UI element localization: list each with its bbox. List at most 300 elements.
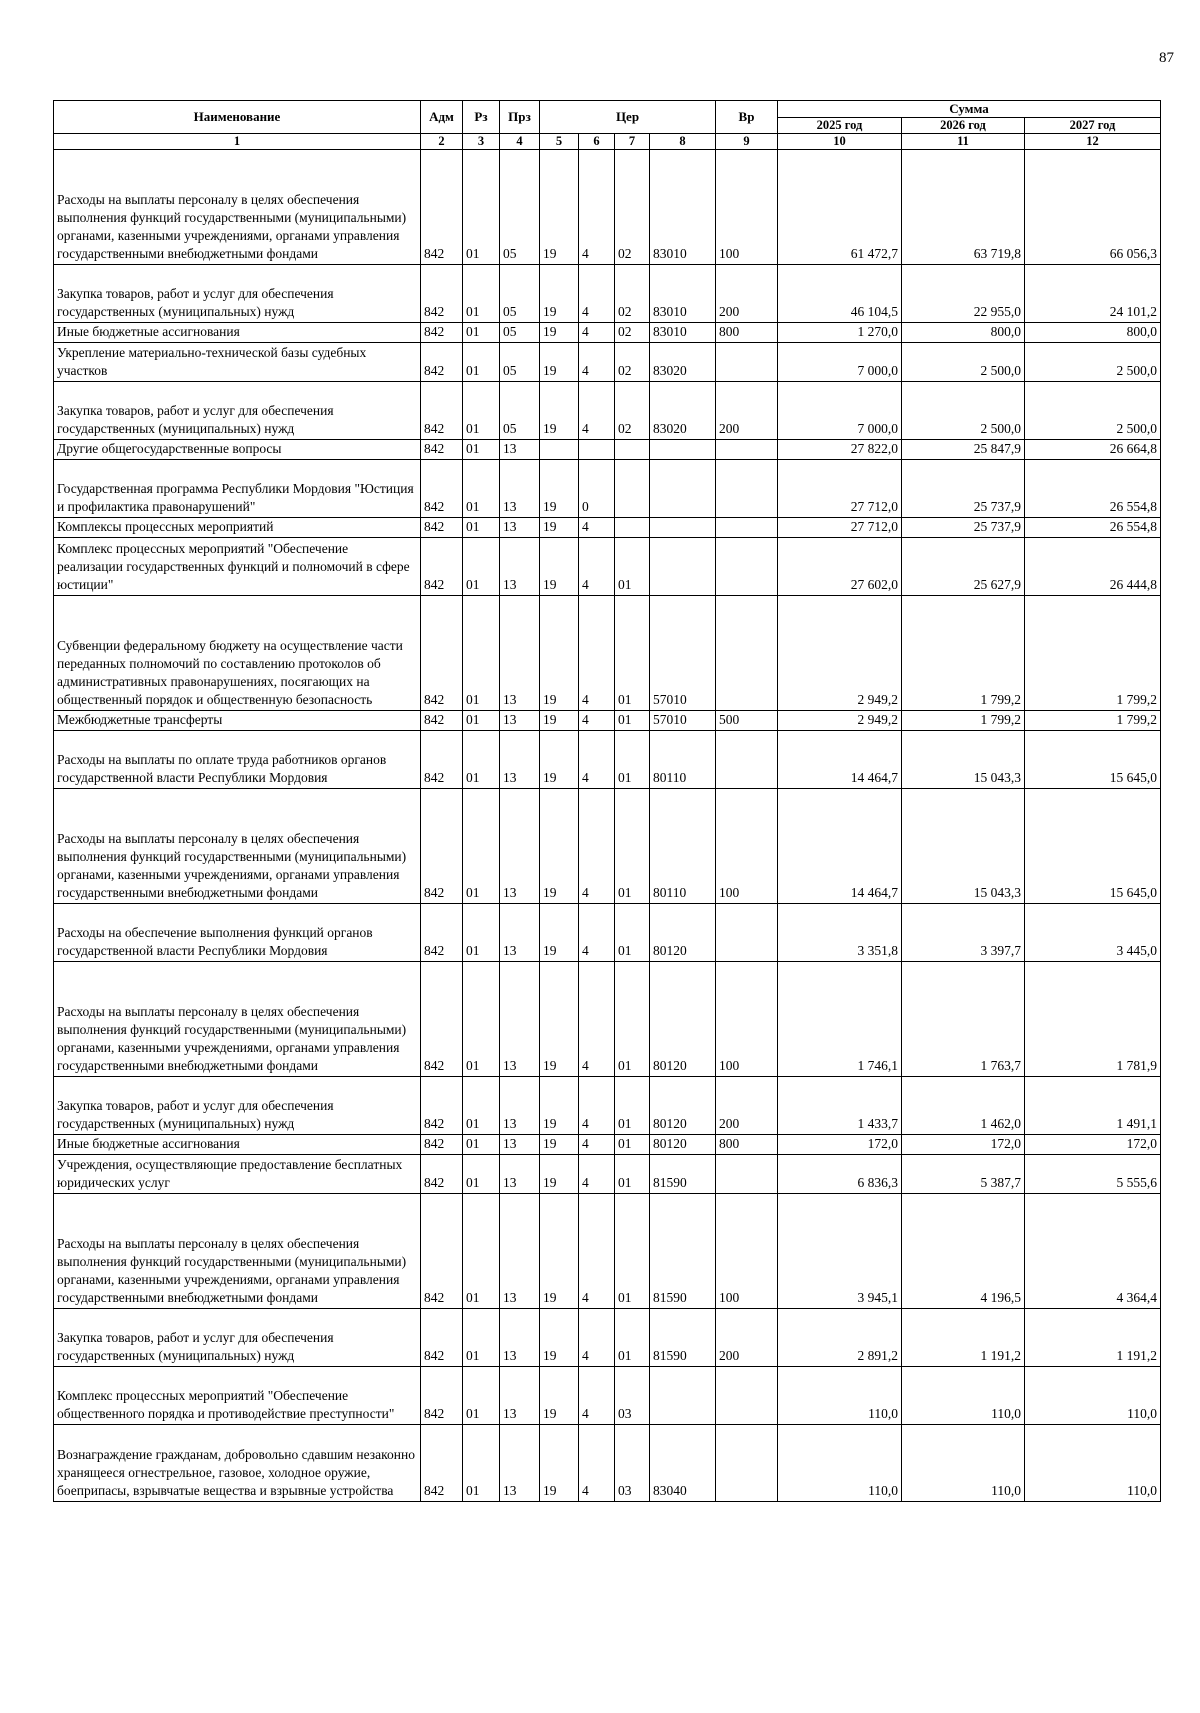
row-name: Комплекс процессных мероприятий "Обеспечение реализации государственных функций и полномочий в сфере юстиции" [54,537,421,595]
row-prz: 05 [500,322,540,342]
row-adm: 842 [421,381,463,439]
row-amount-2026: 15 043,3 [902,730,1025,788]
row-cer-5: 19 [540,1366,579,1424]
row-cer-5: 19 [540,903,579,961]
row-amount-2025: 61 472,7 [778,149,902,264]
row-name: Расходы на обеспечение выполнения функций органов государственной власти Республики Мордовия [54,903,421,961]
row-amount-2026: 5 387,7 [902,1154,1025,1193]
row-name: Закупка товаров, работ и услуг для обеспечения государственных (муниципальных) нужд [54,381,421,439]
row-prz: 13 [500,439,540,459]
table-row [54,1193,1161,1308]
row-adm: 842 [421,459,463,517]
row-name: Расходы на выплаты персоналу в целях обеспечения выполнения функций государственными (муниципальными) органами, казенными учреждениями, органами управления государственными внебюджетными фондами [54,788,421,903]
row-rz: 01 [463,710,500,730]
col-number: 8 [650,133,716,149]
row-cer-7: 01 [615,1154,650,1193]
row-cer-8: 80110 [650,730,716,788]
row-amount-2027: 26 664,8 [1025,439,1161,459]
budget-table [53,100,1161,1502]
row-cer-8 [650,459,716,517]
row-vr: 500 [716,710,778,730]
table-row [54,459,1161,517]
row-amount-2026: 25 847,9 [902,439,1025,459]
row-amount-2025: 6 836,3 [778,1154,902,1193]
table-row [54,517,1161,537]
row-cer-8: 81590 [650,1308,716,1366]
row-amount-2027: 110,0 [1025,1366,1161,1424]
row-vr [716,537,778,595]
row-cer-5: 19 [540,517,579,537]
col-number: 10 [778,133,902,149]
header-year-2026: 2026 год [902,117,1025,133]
row-adm: 842 [421,1308,463,1366]
row-amount-2027: 1 799,2 [1025,595,1161,710]
row-cer-6: 4 [579,1154,615,1193]
table-row [54,264,1161,322]
table-row [54,730,1161,788]
row-amount-2026: 1 799,2 [902,710,1025,730]
row-prz: 13 [500,903,540,961]
row-rz: 01 [463,459,500,517]
row-cer-8: 81590 [650,1193,716,1308]
row-amount-2025: 1 433,7 [778,1076,902,1134]
row-amount-2025: 7 000,0 [778,381,902,439]
row-cer-6 [579,439,615,459]
row-name: Иные бюджетные ассигнования [54,322,421,342]
row-cer-7: 03 [615,1424,650,1501]
col-number: 7 [615,133,650,149]
row-vr: 800 [716,1134,778,1154]
row-amount-2027: 3 445,0 [1025,903,1161,961]
row-cer-5: 19 [540,1308,579,1366]
row-amount-2027: 1 191,2 [1025,1308,1161,1366]
row-amount-2026: 25 737,9 [902,517,1025,537]
row-amount-2026: 2 500,0 [902,381,1025,439]
row-rz: 01 [463,1193,500,1308]
col-number: 9 [716,133,778,149]
row-adm: 842 [421,322,463,342]
row-prz: 05 [500,264,540,322]
row-vr [716,517,778,537]
row-cer-7 [615,459,650,517]
row-amount-2027: 1 799,2 [1025,710,1161,730]
column-numbers-row [54,133,1161,149]
row-cer-5: 19 [540,595,579,710]
row-prz: 13 [500,459,540,517]
row-cer-7: 01 [615,730,650,788]
row-amount-2026: 25 627,9 [902,537,1025,595]
row-prz: 13 [500,1134,540,1154]
row-cer-7: 01 [615,710,650,730]
row-prz: 13 [500,595,540,710]
row-name: Закупка товаров, работ и услуг для обеспечения государственных (муниципальных) нужд [54,264,421,322]
row-cer-6: 4 [579,788,615,903]
row-amount-2026: 25 737,9 [902,459,1025,517]
row-prz: 05 [500,342,540,381]
row-cer-5: 19 [540,149,579,264]
row-prz: 13 [500,1076,540,1134]
row-cer-6: 0 [579,459,615,517]
row-adm: 842 [421,264,463,322]
header-cer: Цер [540,101,716,134]
row-vr: 100 [716,1193,778,1308]
row-amount-2025: 2 949,2 [778,595,902,710]
table-row [54,537,1161,595]
row-cer-7: 01 [615,1308,650,1366]
row-adm: 842 [421,1193,463,1308]
row-cer-5: 19 [540,322,579,342]
row-cer-7: 01 [615,537,650,595]
row-cer-8: 83020 [650,381,716,439]
table-body [54,149,1161,1501]
row-vr [716,595,778,710]
row-adm: 842 [421,710,463,730]
header-sum: Сумма [778,101,1161,118]
row-cer-7 [615,517,650,537]
row-name: Комплекс процессных мероприятий "Обеспечение общественного порядка и противодействие преступности" [54,1366,421,1424]
table-row [54,439,1161,459]
row-adm: 842 [421,1154,463,1193]
row-cer-7: 01 [615,595,650,710]
row-amount-2027: 66 056,3 [1025,149,1161,264]
header-prz: Прз [500,101,540,134]
row-cer-6: 4 [579,537,615,595]
row-cer-8: 83020 [650,342,716,381]
row-adm: 842 [421,903,463,961]
table-row [54,788,1161,903]
row-cer-8: 83010 [650,322,716,342]
row-amount-2026: 15 043,3 [902,788,1025,903]
row-cer-8: 83010 [650,149,716,264]
row-amount-2025: 14 464,7 [778,788,902,903]
row-adm: 842 [421,961,463,1076]
row-cer-6: 4 [579,342,615,381]
row-amount-2026: 110,0 [902,1424,1025,1501]
row-prz: 13 [500,1154,540,1193]
row-prz: 05 [500,381,540,439]
row-amount-2025: 27 712,0 [778,517,902,537]
row-vr: 100 [716,961,778,1076]
row-name: Иные бюджетные ассигнования [54,1134,421,1154]
row-amount-2027: 2 500,0 [1025,381,1161,439]
row-adm: 842 [421,537,463,595]
row-prz: 13 [500,1366,540,1424]
row-amount-2026: 63 719,8 [902,149,1025,264]
row-rz: 01 [463,1076,500,1134]
row-rz: 01 [463,264,500,322]
table-row [54,961,1161,1076]
row-amount-2027: 4 364,4 [1025,1193,1161,1308]
row-amount-2027: 2 500,0 [1025,342,1161,381]
row-cer-5: 19 [540,381,579,439]
header-name: Наименование [54,101,421,134]
row-name: Вознаграждение гражданам, добровольно сдавшим незаконно хранящееся огнестрельное, газовое, холодное оружие, боеприпасы, взрывчатые вещества и взрывные устройства [54,1424,421,1501]
header-year-2025: 2025 год [778,117,902,133]
row-amount-2025: 1 270,0 [778,322,902,342]
row-cer-8: 80120 [650,903,716,961]
row-rz: 01 [463,1366,500,1424]
row-name: Расходы на выплаты персоналу в целях обеспечения выполнения функций государственными (муниципальными) органами, казенными учреждениями, органами управления государственными внебюджетными фондами [54,149,421,264]
table-row [54,322,1161,342]
table-row [54,149,1161,264]
row-vr [716,439,778,459]
row-rz: 01 [463,381,500,439]
col-number: 2 [421,133,463,149]
row-name: Субвенции федеральному бюджету на осуществление части переданных полномочий по составлению протоколов об административных правонарушениях, посягающих на общественный порядок и общественную безопасность [54,595,421,710]
row-amount-2026: 3 397,7 [902,903,1025,961]
row-amount-2025: 1 746,1 [778,961,902,1076]
row-rz: 01 [463,903,500,961]
row-cer-6: 4 [579,961,615,1076]
row-vr [716,730,778,788]
row-cer-6: 4 [579,322,615,342]
row-amount-2025: 46 104,5 [778,264,902,322]
row-cer-5: 19 [540,788,579,903]
table-row [54,1424,1161,1501]
row-amount-2025: 110,0 [778,1366,902,1424]
row-name: Расходы на выплаты по оплате труда работников органов государственной власти Республики Мордовия [54,730,421,788]
row-rz: 01 [463,1154,500,1193]
table-row [54,710,1161,730]
row-adm: 842 [421,342,463,381]
row-cer-7: 01 [615,961,650,1076]
row-vr: 200 [716,1308,778,1366]
row-cer-7: 02 [615,149,650,264]
row-cer-8: 80120 [650,1134,716,1154]
table-header [54,101,1161,150]
row-cer-7: 02 [615,322,650,342]
row-name: Другие общегосударственные вопросы [54,439,421,459]
row-amount-2027: 26 444,8 [1025,537,1161,595]
row-adm: 842 [421,439,463,459]
row-rz: 01 [463,439,500,459]
row-adm: 842 [421,1134,463,1154]
row-name: Закупка товаров, работ и услуг для обеспечения государственных (муниципальных) нужд [54,1308,421,1366]
row-name: Расходы на выплаты персоналу в целях обеспечения выполнения функций государственными (муниципальными) органами, казенными учреждениями, органами управления государственными внебюджетными фондами [54,1193,421,1308]
header-adm: Адм [421,101,463,134]
row-rz: 01 [463,322,500,342]
row-cer-5: 19 [540,710,579,730]
row-cer-5: 19 [540,264,579,322]
table-row [54,1134,1161,1154]
row-amount-2026: 172,0 [902,1134,1025,1154]
row-amount-2025: 7 000,0 [778,342,902,381]
row-cer-7: 01 [615,1134,650,1154]
row-cer-7 [615,439,650,459]
row-cer-5 [540,439,579,459]
row-vr [716,342,778,381]
row-rz: 01 [463,149,500,264]
row-amount-2027: 1 781,9 [1025,961,1161,1076]
row-adm: 842 [421,517,463,537]
col-number: 6 [579,133,615,149]
row-vr [716,1366,778,1424]
row-rz: 01 [463,961,500,1076]
col-number: 3 [463,133,500,149]
row-adm: 842 [421,730,463,788]
row-cer-6: 4 [579,710,615,730]
row-cer-8: 81590 [650,1154,716,1193]
col-number: 5 [540,133,579,149]
row-amount-2026: 22 955,0 [902,264,1025,322]
row-cer-6: 4 [579,264,615,322]
row-cer-8: 83010 [650,264,716,322]
row-cer-5: 19 [540,961,579,1076]
row-amount-2027: 5 555,6 [1025,1154,1161,1193]
row-adm: 842 [421,149,463,264]
row-cer-7: 02 [615,342,650,381]
row-prz: 13 [500,537,540,595]
row-cer-7: 02 [615,264,650,322]
row-cer-8 [650,537,716,595]
row-amount-2027: 800,0 [1025,322,1161,342]
table-row [54,1076,1161,1134]
row-rz: 01 [463,1134,500,1154]
row-cer-7: 01 [615,1193,650,1308]
row-cer-5: 19 [540,1076,579,1134]
row-amount-2026: 110,0 [902,1366,1025,1424]
row-name: Комплексы процессных мероприятий [54,517,421,537]
row-rz: 01 [463,537,500,595]
row-adm: 842 [421,788,463,903]
row-cer-6: 4 [579,1308,615,1366]
row-vr: 200 [716,381,778,439]
row-name: Укрепление материально-технической базы судебных участков [54,342,421,381]
row-amount-2027: 1 491,1 [1025,1076,1161,1134]
row-cer-5: 19 [540,1193,579,1308]
row-amount-2025: 3 945,1 [778,1193,902,1308]
row-vr: 800 [716,322,778,342]
row-cer-8 [650,517,716,537]
row-amount-2027: 26 554,8 [1025,459,1161,517]
row-prz: 13 [500,710,540,730]
row-cer-5: 19 [540,1424,579,1501]
row-prz: 13 [500,517,540,537]
row-cer-5: 19 [540,1154,579,1193]
row-amount-2027: 110,0 [1025,1424,1161,1501]
row-cer-8: 80110 [650,788,716,903]
row-amount-2026: 2 500,0 [902,342,1025,381]
page-number: 87 [1159,50,1174,66]
row-cer-5: 19 [540,1134,579,1154]
row-amount-2025: 2 949,2 [778,710,902,730]
row-adm: 842 [421,1076,463,1134]
row-cer-5: 19 [540,342,579,381]
row-name: Государственная программа Республики Мордовия "Юстиция и профилактика правонарушений" [54,459,421,517]
row-rz: 01 [463,595,500,710]
row-amount-2025: 27 602,0 [778,537,902,595]
row-cer-6: 4 [579,1424,615,1501]
row-cer-8: 80120 [650,961,716,1076]
row-vr: 100 [716,788,778,903]
row-cer-5: 19 [540,459,579,517]
row-adm: 842 [421,1424,463,1501]
row-cer-5: 19 [540,537,579,595]
row-cer-7: 03 [615,1366,650,1424]
row-amount-2026: 800,0 [902,322,1025,342]
row-rz: 01 [463,1308,500,1366]
row-rz: 01 [463,1424,500,1501]
row-cer-6: 4 [579,1076,615,1134]
row-amount-2026: 1 763,7 [902,961,1025,1076]
row-prz: 13 [500,1308,540,1366]
row-amount-2025: 14 464,7 [778,730,902,788]
row-prz: 05 [500,149,540,264]
row-amount-2025: 2 891,2 [778,1308,902,1366]
header-rz: Рз [463,101,500,134]
row-vr [716,1424,778,1501]
row-cer-6: 4 [579,381,615,439]
table-row [54,1154,1161,1193]
row-prz: 13 [500,1424,540,1501]
row-cer-8: 83040 [650,1424,716,1501]
row-prz: 13 [500,730,540,788]
row-vr [716,459,778,517]
row-name: Межбюджетные трансферты [54,710,421,730]
table-row [54,595,1161,710]
table-row [54,1308,1161,1366]
row-cer-6: 4 [579,730,615,788]
row-cer-7: 01 [615,903,650,961]
row-cer-6: 4 [579,1134,615,1154]
row-cer-6: 4 [579,149,615,264]
row-cer-8: 57010 [650,710,716,730]
row-cer-8: 80120 [650,1076,716,1134]
row-amount-2025: 3 351,8 [778,903,902,961]
row-vr [716,903,778,961]
row-cer-6: 4 [579,517,615,537]
row-amount-2026: 4 196,5 [902,1193,1025,1308]
row-name: Расходы на выплаты персоналу в целях обеспечения выполнения функций государственными (муниципальными) органами, казенными учреждениями, органами управления государственными внебюджетными фондами [54,961,421,1076]
row-cer-6: 4 [579,903,615,961]
header-year-2027: 2027 год [1025,117,1161,133]
row-amount-2025: 27 822,0 [778,439,902,459]
row-rz: 01 [463,517,500,537]
row-vr: 100 [716,149,778,264]
row-prz: 13 [500,788,540,903]
row-adm: 842 [421,1366,463,1424]
row-vr: 200 [716,1076,778,1134]
header-vr: Вр [716,101,778,134]
col-number: 11 [902,133,1025,149]
row-amount-2027: 15 645,0 [1025,730,1161,788]
table-row [54,903,1161,961]
row-cer-8: 57010 [650,595,716,710]
row-name: Учреждения, осуществляющие предоставление бесплатных юридических услуг [54,1154,421,1193]
row-amount-2025: 110,0 [778,1424,902,1501]
col-number: 4 [500,133,540,149]
row-rz: 01 [463,342,500,381]
row-cer-7: 01 [615,1076,650,1134]
row-cer-6: 4 [579,1193,615,1308]
row-amount-2027: 172,0 [1025,1134,1161,1154]
table-row [54,342,1161,381]
row-amount-2027: 15 645,0 [1025,788,1161,903]
row-name: Закупка товаров, работ и услуг для обеспечения государственных (муниципальных) нужд [54,1076,421,1134]
row-vr: 200 [716,264,778,322]
row-cer-6: 4 [579,1366,615,1424]
row-cer-7: 02 [615,381,650,439]
row-prz: 13 [500,961,540,1076]
row-amount-2025: 172,0 [778,1134,902,1154]
row-amount-2026: 1 191,2 [902,1308,1025,1366]
col-number: 1 [54,133,421,149]
row-amount-2026: 1 799,2 [902,595,1025,710]
col-number: 12 [1025,133,1161,149]
row-amount-2027: 24 101,2 [1025,264,1161,322]
row-cer-7: 01 [615,788,650,903]
row-amount-2025: 27 712,0 [778,459,902,517]
